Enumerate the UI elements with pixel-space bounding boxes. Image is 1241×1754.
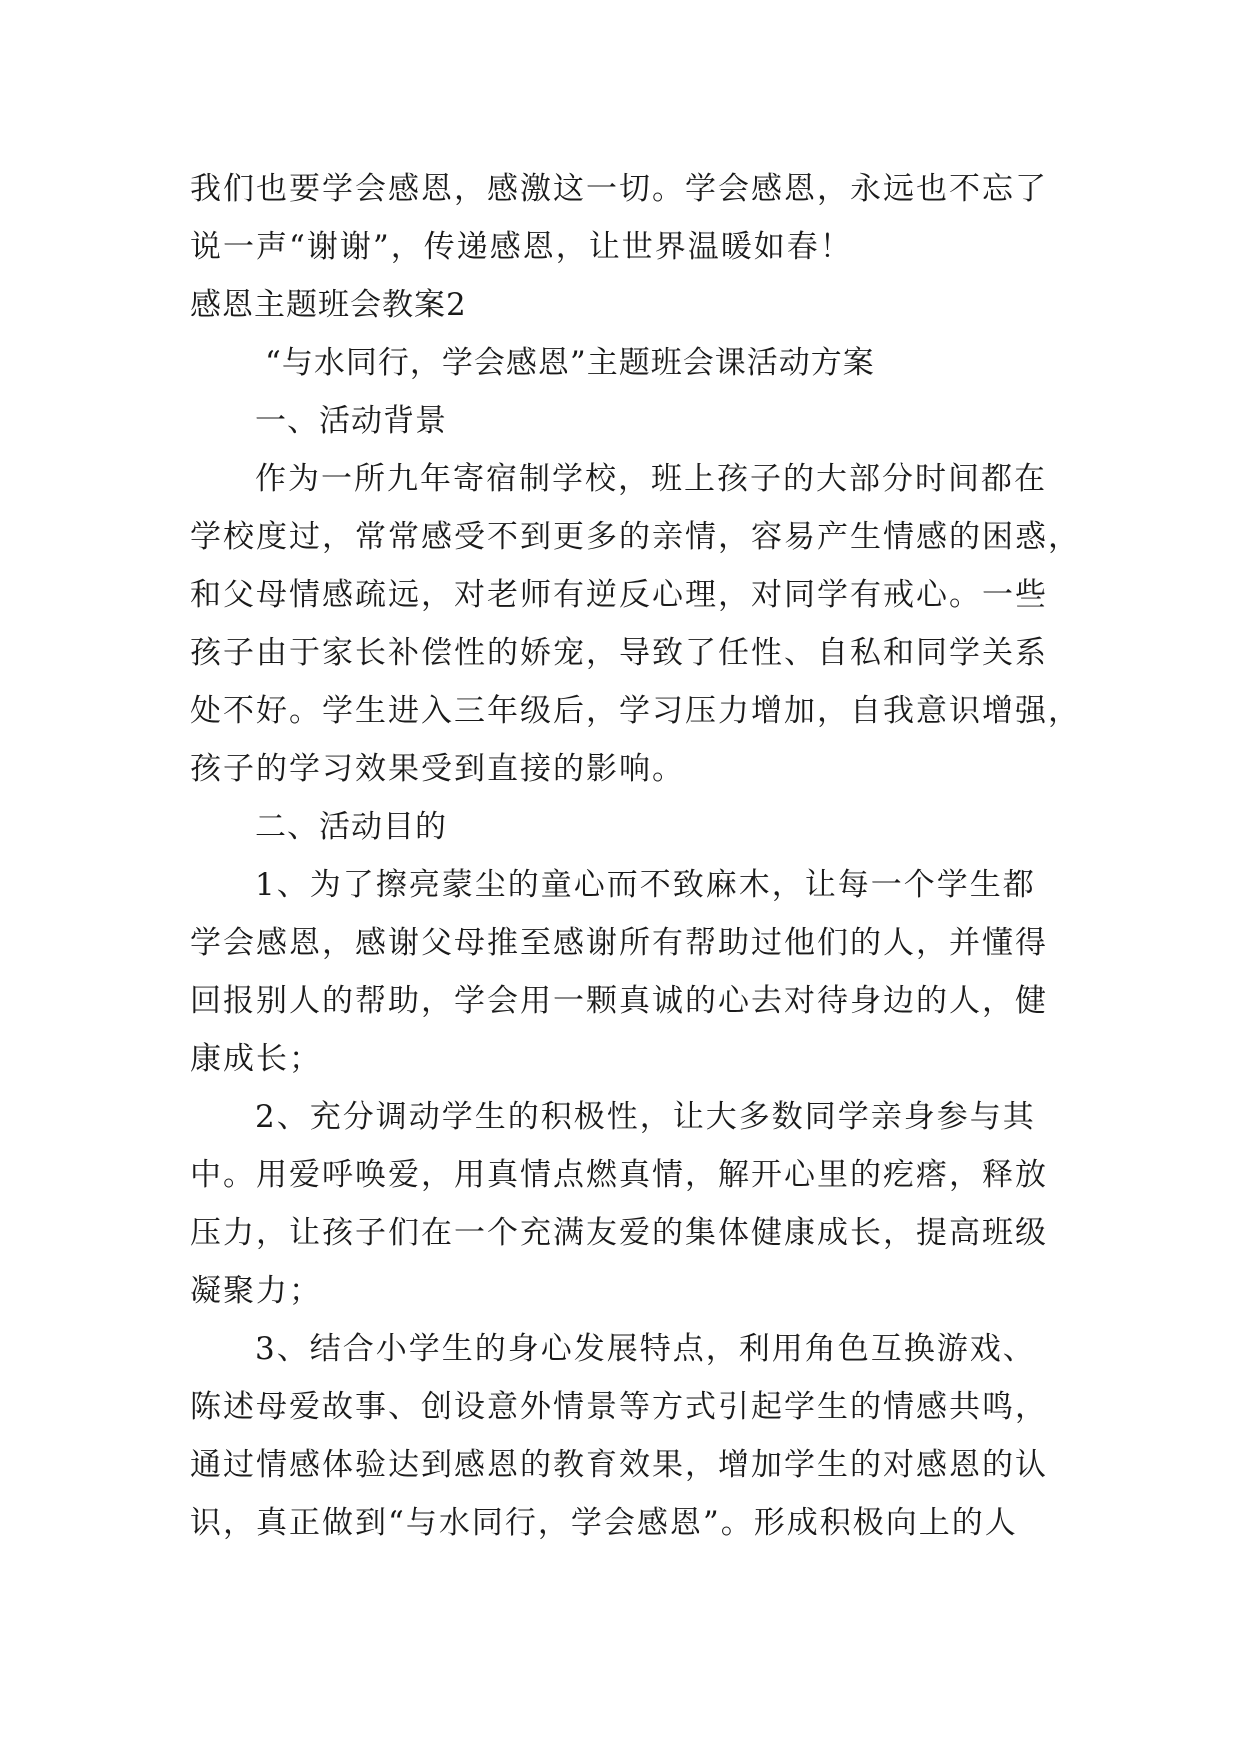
purpose-item-2-line-1: 2、充分调动学生的积极性，让大多数同学亲身参与其 — [255, 1099, 1036, 1135]
background-line-5: 处不好。学生进入三年级后，学习压力增加，自我意识增强， — [190, 693, 1081, 729]
background-line-3: 和父母情感疏远，对老师有逆反心理，对同学有戒心。一些 — [190, 577, 1048, 613]
purpose-item-1-line-2: 学会感恩，感谢父母推至感谢所有帮助过他们的人，并懂得 — [190, 925, 1048, 961]
section-title: 感恩主题班会教案2 — [190, 287, 467, 323]
background-heading: 一、活动背景 — [255, 403, 447, 439]
purpose-item-1-line-3: 回报别人的帮助，学会用一颗真诚的心去对待身边的人，健 — [190, 983, 1048, 1019]
purpose-item-2-line-4: 凝聚力； — [190, 1273, 322, 1309]
purpose-item-1-line-1: 1、为了擦亮蒙尘的童心而不致麻木，让每一个学生都 — [255, 867, 1036, 903]
purpose-item-3-line-2: 陈述母爱故事、创设意外情景等方式引起学生的情感共鸣， — [190, 1389, 1048, 1425]
purpose-item-3-line-1: 3、结合小学生的身心发展特点，利用角色互换游戏、 — [255, 1331, 1036, 1367]
intro-line-1: 我们也要学会感恩，感激这一切。学会感恩，永远也不忘了 — [190, 171, 1048, 207]
background-line-4: 孩子由于家长补偿性的娇宠，导致了任性、自私和同学关系 — [190, 635, 1048, 671]
purpose-item-1-line-4: 康成长； — [190, 1041, 322, 1077]
background-line-6: 孩子的学习效果受到直接的影响。 — [190, 751, 685, 787]
background-line-1: 作为一所九年寄宿制学校，班上孩子的大部分时间都在 — [255, 461, 1047, 497]
background-line-2: 学校度过，常常感受不到更多的亲情，容易产生情感的困惑， — [190, 519, 1081, 555]
purpose-heading: 二、活动目的 — [255, 809, 447, 845]
intro-line-2: 说一声“谢谢”，传递感恩，让世界温暖如春！ — [190, 229, 853, 265]
purpose-item-2-line-3: 压力，让孩子们在一个充满友爱的集体健康成长，提高班级 — [190, 1215, 1048, 1251]
purpose-item-3-line-4: 识，真正做到“与水同行，学会感恩”。形成积极向上的人 — [190, 1505, 1018, 1541]
purpose-item-2-line-2: 中。用爱呼唤爱，用真情点燃真情，解开心里的疙瘩，释放 — [190, 1157, 1048, 1193]
plan-title: “与水同行，学会感恩”主题班会课活动方案 — [265, 345, 875, 381]
document-page — [190, 160, 1081, 1552]
purpose-item-3-line-3: 通过情感体验达到感恩的教育效果，增加学生的对感恩的认 — [190, 1447, 1048, 1483]
